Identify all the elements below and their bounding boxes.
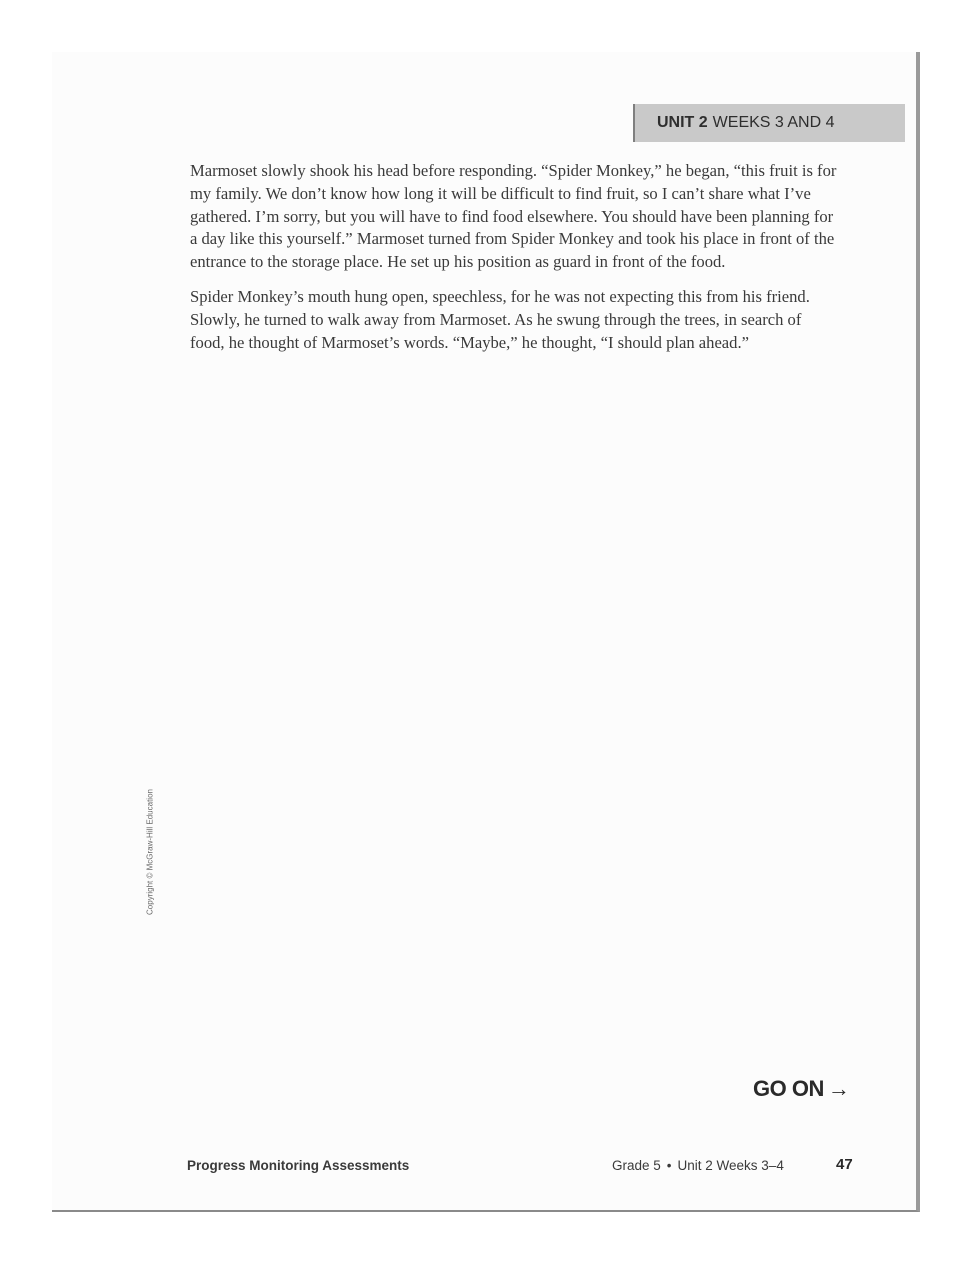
footer-grade: Grade 5 bbox=[612, 1158, 661, 1173]
passage-paragraph-1: Marmoset slowly shook his head before responding. “Spider Monkey,” he began, “this fruit is for my family. We don’t know how long it will be difficult to find fruit, so I can’t share what I’ve gathered. I’m sorry, but you will have to find food elsewhere. You should have been planning for a day like this yourself.” Marmoset turned from Spider Monkey and took his place in front of the entrance to the storage place. He set up his position as guard in front of the food. bbox=[190, 161, 837, 272]
copyright-text: Copyright © McGraw-Hill Education bbox=[145, 789, 155, 915]
unit-label: UNIT 2 bbox=[657, 114, 708, 131]
right-arrow-icon: → bbox=[827, 1076, 850, 1101]
unit-header-tab bbox=[633, 104, 905, 142]
bullet-separator: • bbox=[666, 1158, 672, 1173]
go-on-label: GO ON bbox=[753, 1076, 824, 1101]
footer-title: Progress Monitoring Assessments bbox=[187, 1158, 410, 1173]
footer-grade-unit bbox=[612, 1158, 784, 1173]
passage-paragraph-2: Spider Monkey’s mouth hung open, speechless, for he was not expecting this from his friend. Slowly, he turned to walk away from Marmoset. As he swung through the trees, in search of food, he thought of Marmoset’s words. “Maybe,” he thought, “I should plan ahead.” bbox=[190, 286, 810, 352]
go-on-indicator bbox=[753, 1076, 849, 1102]
story-passage bbox=[190, 160, 840, 366]
footer-unit: Unit 2 Weeks 3–4 bbox=[677, 1158, 784, 1173]
unit-weeks-label: WEEKS 3 AND 4 bbox=[712, 114, 835, 131]
page-number: 47 bbox=[836, 1156, 853, 1173]
